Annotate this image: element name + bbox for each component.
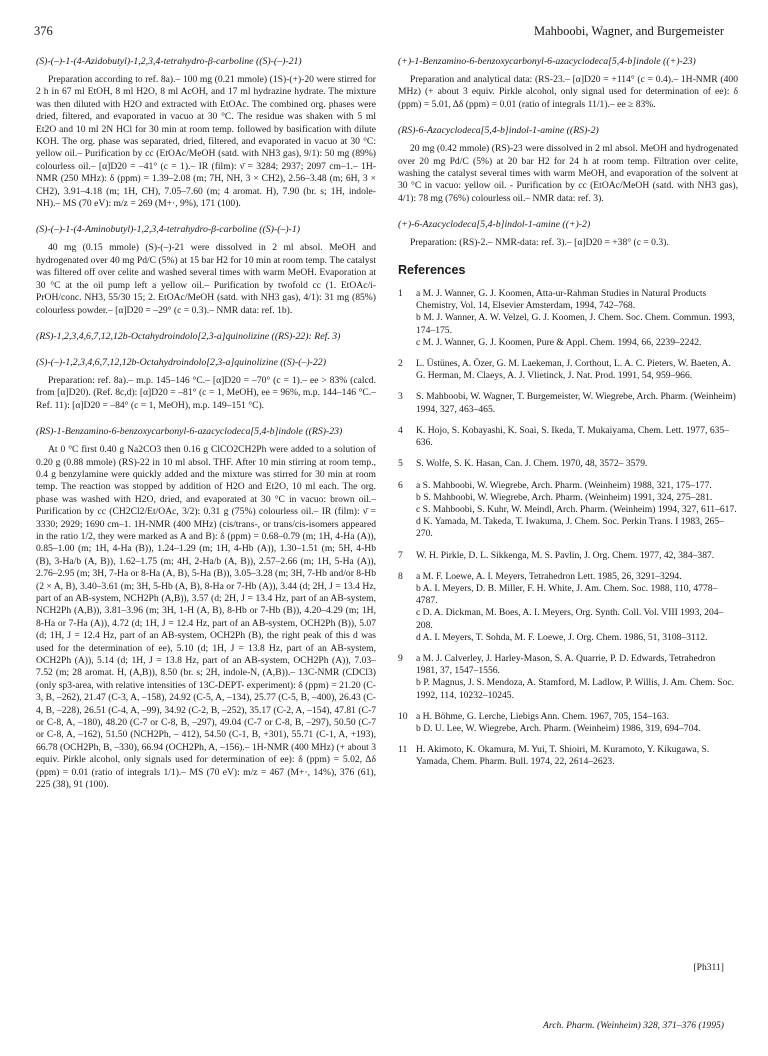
reference-line: b P. Magnus, J. S. Mendoza, A. Stamford, M. Ladlow, P. Willis, J. Am. Chem. Soc. 1992, 114, 10232–10245. [416,677,735,701]
reference-body [416,550,738,562]
reference-line: L. Üstünes, A. Özer, G. M. Laekeman, J. Corthout, L. A. C. Pieters, W. Baeten, A. G. Herman, M. Claeys, A. J. Vlietinck, J. Nat. Prod. 1991, 54, 959–966. [416,358,731,382]
section-body: Preparation: ref. 8a).– m.p. 145–146 °C.– [α]D20 = –70° (c = 1).– ee > 83% (calcd. from [α]D20). (Ref. 8c,d): [α]D20 = –81° (c = 1, MeOH), ee = 96%, m.p. 144–146 °C.– Ref. 11): [α]D20 = –84° (c = 1, MeOH), m.p. 149–151 °C). [36,374,376,411]
reference-item [398,711,738,735]
reference-list [398,288,738,769]
reference-item [398,288,738,349]
section-body: At 0 °C first 0.40 g Na2CO3 then 0.16 g ClCO2CH2Ph were added to a solution of 0.20 g (0.88 mmole) (RS)-22 in 10 ml absol. THF. After 10 min stirring at room temp., 0.4 g benzylamine were quickly added and the mixture was stirred for 30 min at room temp. The reaction was stopped by addition of H2O and Et2O, 10 ml each. The org. phase was washed with H2O, dried, and evaporated at 30 °C in vacuo: brown oil.– Purification by cc (CH2Cl2/Et/OAc, 3/2): 0.31 g (75%) colourless oil.– IR (film): ν̄ = 3330; 2929; 1690 cm–1. 1H-NMR (400 MHz) (cis/trans-, or trans/cis-isomers appeared in the ratio 1/2, they were marked as A and B): δ (ppm) = 0.68–0.79 (m; 1H, 4-Ha (A)), 0.85–1.00 (m; 1H, 4-Ha (B)), 1.24–1.29 (m; 1H, 4-Hb (A)), 1.30–1.51 (m; 5H, 4-Hb (B), 3-Ha/b (A, B)), 1.62–1.75 (m; 4H, 2-Ha/b (A, B)), 2.57–2.66 (m; 1H, 5-Ha (A)), 2.76–2.95 (m; 3H, 7-Ha or 8-Ha (A, B), 5-Ha (B)), 3.05–3.28 (m; 3H, 7-Hb and/or 8-Hb (2 × A, B), 3.40–3.61 (m; 3H, 5-Hb (A, B), 8-Ha or 7-Hb (A)), 3.44 (d; 2H, J = 13.4 Hz, part of an AB-system, NCH2Ph (A,B)), 3.57 (d; 2H, J = 13.4 Hz, part of an AB-system, NCH2Ph (A,B)), 3.81–3.96 (m; 3H, 1-H (A, B), 8-Hb or 7-Hb (B)), 4.20–4.29 (m; 1H, 8-Ha or 7-Ha (A)), 4.72 (d; 1H, J = 12.4 Hz, part of an AB-system, OCH2Ph (B)), 5.07 (d; 1H, J = 12.4 Hz, part of an AB-system, OCH2Ph (B), the right peak of this d was used for the determination of ee), 5.10 (d; 1H, J = 13.8 Hz, part of an AB-system, OCH2Ph (A)), 5.14 (d; 1H, J = 13.8 Hz, part of an AB-system, OCH2Ph (A)), 7.03–7.52 (m; 28 aromat. H, (A,B)), 8.50 (br. s; 2H, indole-N, (A,B)).– 13C-NMR (CDCl3) (only sp3-area, with relative intensities of 13C-DEPT- experiment): δ (ppm) = 21.20 (C-3, B, –262), 21.47 (C-3, A, –158), 24.92 (C-5, A, –134), 25.77 (C-5, B, –400), 26.43 (C-4, B, –228), 26.51 (C-4, A, –99), 34.92 (C-2, B, –252), 35.17 (C-2, A, –154), 47.81 (C-7 or C-8, A, –180), 48.20 (C-7 or C-8, B, –297), 49.04 (C-7 or C-8, B, –297), 50.50 (C-7 or C-8, A, –162), 51.50 (NCH2Ph, – 412), 54.50 (C-1, B, +301), 55.71 (C-1, A, +193), 66.78 (OCH2Ph, B, –330), 66.94 (OCH2Ph, A, –156).– 1H-NMR (400 MHz) (+ about 3 equiv. Pirkle alcohol, only signals used for determination of ee): δ (ppm) = 5.02, Δδ (ppm) = 0.01 (ratio of integrals 1/1).– MS (70 eV): m/z = 467 (M+·, 14%), 376 (61), 225 (38), 91 (100). [36,444,376,791]
reference-line: W. H. Pirkle, D. L. Sikkenga, M. S. Pavlin, J. Org. Chem. 1977, 42, 384–387. [416,549,715,561]
section-body: Preparation: (RS)-2.– NMR-data: ref. 3).– [α]D20 = +38° (c = 0.3). [410,237,669,249]
section-heading: (RS)-6-Azacyclodeca[5,4-b]indol-1-amine ((RS)-2) [398,125,599,137]
section-body: 20 mg (0.42 mmole) (RS)-23 were dissolved in 2 ml absol. MeOH and hydrogenated over 20 mg Pd/C (5%) at 20 bar H2 for 24 h at room temp. Filtration over celite, washing the catalyst several times with warm MeOH, and evaporation of the solvent at 30 °C in vacuo: yellow oil. - Purification by cc (EtOAc/MeOH (satd. with NH3 gas), 4/1): 78 mg (76%) colourless oil.– NMR data: ref. 3). [398,143,738,204]
reference-number: 2 [398,358,403,370]
section-heading: (+)-1-Benzamino-6-benzoxycarbonyl-6-azacyclodeca[5,4-b]indole ((+)-23) [398,56,696,67]
reference-line: a H. Böhme, G. Lerche, Liebigs Ann. Chem. 1967, 705, 154–163. [416,710,669,722]
reference-line: d A. I. Meyers, T. Sohda, M. F. Loewe, J. Org. Chem. 1986, 51, 3108–3112. [416,631,708,643]
reference-item [398,653,738,702]
reference-body [416,391,738,415]
reference-item [398,550,738,562]
reference-number: 4 [398,424,403,436]
reference-body [416,653,738,702]
reference-item [398,358,738,382]
section [36,224,376,316]
reference-line: S. Wolfe, S. K. Hasan, Can. J. Chem. 1970, 48, 3572– 3579. [416,458,648,470]
section-body: Preparation according to ref. 8a).– 100 mg (0.21 mmole) (1S)-(+)-20 were stirred for 2 h in 67 ml EtOH, 8 ml H2O, 8 ml AcOH, and 17 ml hydrazine hydrate. The mixture was then diluted with H2O and extracted with EtOAc. The combined org. phases were dried, filtered, and evaporated in vacuo at 30 °C. The residue was shaken with 5 ml Et2O and 10 ml 2N HCl for 30 min at room temp. followed by basification with dilute KOH. The org. phase was separated, dried, filtered, and evaporated in vacuo at 30 °C: yellow oil.– Purification by cc (EtOAc/MeOH (satd. with NH3 gas), 9/1): 50 mg (89%) colourless oil.– [α]D20 = –41° (c = 1).– IR (film): ν̄ = 3284; 2937; 2097 cm–1.– 1H-NMR (250 MHz): δ (ppm) = 1.39–2.08 (m; 7H, NH, 3 × CH2), 2.56–3.48 (m; 6H, 3 × CH2), 3.91–4.18 (m; 1H, CH), 7.05–7.60 (m; 4 aromat. H), 7.90 (br. s; 1H, indole-NH).– MS (70 eV): m/z = 269 (M+·, 9%), 171 (100). [36,74,376,210]
reference-number: 9 [398,652,403,664]
section-heading: (RS)-1-Benzamino-6-benzoxycarbonyl-6-azacyclodeca[5,4-b]indole ((RS)-23) [36,426,343,438]
reference-line: a M. F. Loewe, A. I. Meyers, Tetrahedron Lett. 1985, 26, 3291–3294. [416,570,682,582]
section-heading: (+)-6-Azacyclodeca[5,4-b]indol-1-amine ((+)-2) [398,219,591,231]
section [36,357,376,412]
reference-item [398,744,738,768]
reference-number: 3 [398,391,403,403]
section [36,426,376,791]
section-body: 40 mg (0.15 mmole) (S)-(–)-21 were dissolved in 2 ml absol. MeOH and hydrogenated over 40 mg Pd/C (5%) at 15 bar H2 for 10 min at room temp. The catalyst was filtered off over celite and washed several times with warm MeOH. Evaporation at 30 °C at the oil pump left a yellow oil.– Purification by twofold cc (1. EtOAc/i-PrOH/conc. NH3, 55/30 15; 2. EtOAc/MeOH (satd. with NH3 gas), 4/1): 31 mg (85%) colourless powder.– [α]D20 = –29° (c = 0.3).– NMR data: ref. 1b). [36,242,376,316]
reference-item [398,391,738,415]
section-heading: (S)-(–)-1,2,3,4,6,7,12,12b-Octahydroindolo[2,3-a]quinolizine ((S)-(–)-22) [36,356,326,368]
section-heading: (RS)-1,2,3,4,6,7,12,12b-Octahydroindolo[2,3-a]quinolizine ((RS)-22): Ref. 3) [36,330,341,342]
reference-number: 6 [398,479,403,491]
reference-number: 10 [398,710,408,722]
reference-line: K. Hojo, S. Kobayashi, K. Soai, S. Ikeda, T. Mukaiyama, Chem. Lett. 1977, 635–636. [416,424,730,449]
reference-line: b D. U. Lee, W. Wiegrebe, Arch. Pharm. (Weinheim) 1986, 319, 694–704. [416,722,701,734]
reference-line: b S. Mahboobi, W. Wiegrebe, Arch. Pharm. (Weinheim) 1991, 324, 275–281. [416,491,713,503]
left-column [36,56,376,806]
reference-item [398,571,738,644]
section [36,331,376,357]
reference-item [398,480,738,541]
running-head: Mahboobi, Wagner, and Burgemeister [533,24,724,38]
page-number: 376 [34,24,53,38]
manuscript-code: [Ph311] [693,962,724,973]
reference-number: 1 [398,288,403,300]
reference-line: a S. Mahboobi, W. Wiegrebe, Arch. Pharm. (Weinheim) 1988, 321, 175–177. [416,479,712,491]
section [398,219,738,249]
reference-body [416,425,738,449]
reference-line: S. Mahboobi, W. Wagner, T. Burgemeister, W. Wiegrebe, Arch. Pharm. (Weinheim) 1994, 327, 463–465. [416,391,736,415]
reference-line: d K. Yamada, M. Takeda, T. Iwakuma, J. Chem. Soc. Perkin Trans. I 1983, 265–270. [416,516,724,540]
reference-number: 7 [398,549,403,561]
reference-body [416,571,738,644]
section [36,56,376,210]
reference-line: H. Akimoto, K. Okamura, M. Yui, T. Shioiri, M. Kuramoto, Y. Kikugawa, S. Yamada, Chem. Pharm. Bull. 1974, 22, 2614–2623. [416,744,710,768]
right-column [398,56,738,778]
section-heading: (S)-(–)-1-(4-Aminobutyl)-1,2,3,4-tetrahydro-β-carboline ((S)-(–)-1) [36,224,301,236]
reference-body [416,458,738,470]
reference-line: a M. J. Calverley, J. Harley-Mason, S. A. Quarrie, P. D. Edwards, Tetrahedron 1981, 37, 1547–1556. [416,652,716,677]
spacer [36,349,376,357]
section-body: Preparation and analytical data: (RS-23.– [α]D20 = +114° (c = 0.4).– 1H-NMR (400 MHz) (+ about 3 equiv. Pirkle alcohol, only signal used for determination of ee): δ (ppm) = 5.01, Δδ (ppm) = 0.01 (ratio of integrals 11/1).– ee ≥ 83%. [398,74,738,110]
section-heading: (S)-(–)-1-(4-Azidobutyl)-1,2,3,4-tetrahydro-β-carboline ((S)-(–)-21) [36,56,302,67]
journal-footer: Arch. Pharm. (Weinheim) 328, 371–376 (1995) [542,1020,724,1031]
reference-line: b M. J. Wanner, A. W. Velzel, G. J. Koomen, J. Chem. Soc. Chem. Commun. 1993, 174–175. [416,312,735,336]
reference-body [416,480,738,541]
reference-line: c M. J. Wanner, G. J. Koomen, Pure & Appl. Chem. 1994, 66, 2239–2242. [416,336,702,348]
reference-number: 8 [398,570,403,582]
reference-body [416,288,738,349]
reference-item [398,425,738,449]
reference-body [416,711,738,735]
reference-number: 11 [398,744,408,756]
reference-body [416,358,738,382]
reference-line: c S. Mahboobi, S. Kuhr, W. Meindl, Arch. Pharm. (Weinheim) 1994, 327, 611–617. [416,503,737,515]
section [398,125,738,205]
reference-line: a M. J. Wanner, G. J. Koomen, Atta-ur-Rahman Studies in Natural Products Chemistry, Vol. 14, Elsevier Amsterdam, 1994, 742–768. [416,288,707,312]
reference-line: b A. I. Meyers, D. B. Miller, F. H. White, J. Am. Chem. Soc. 1988, 110, 4778–4787. [416,582,718,607]
section [398,56,738,111]
reference-item [398,458,738,470]
reference-line: c D. A. Dickman, M. Boes, A. I. Meyers, Org. Synth. Coll. Vol. VIII 1993, 204–208. [416,607,724,631]
reference-number: 5 [398,458,403,470]
reference-body [416,744,738,768]
references-heading: References [398,262,466,277]
